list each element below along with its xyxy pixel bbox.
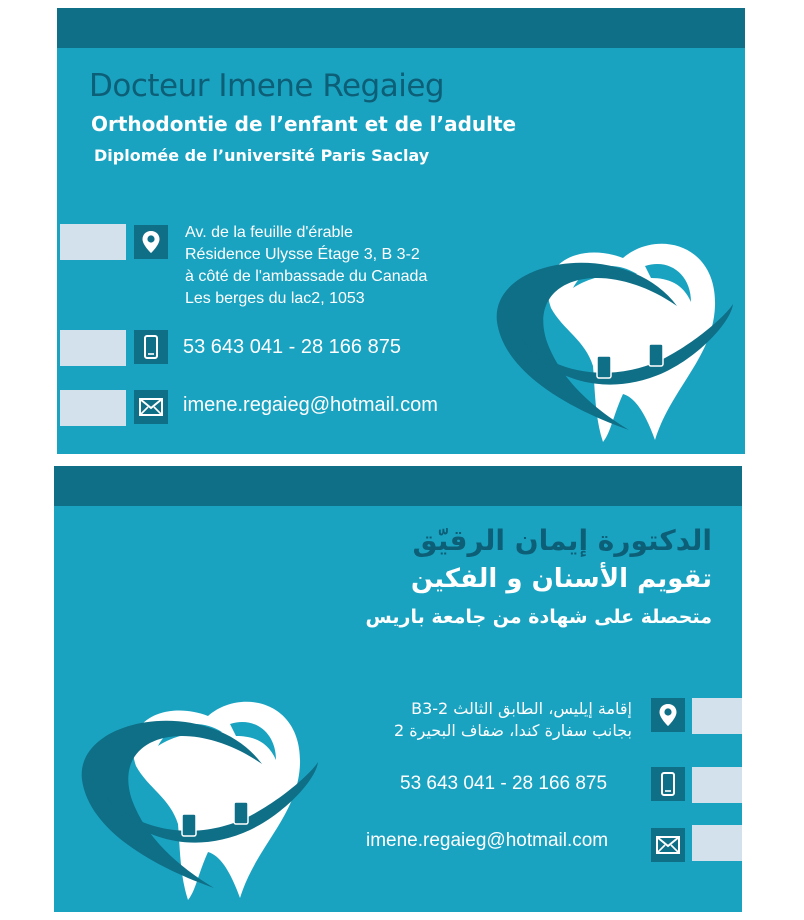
card-top-bar [54, 466, 742, 506]
address-line: à côté de l'ambassade du Canada [185, 268, 428, 285]
address-tab [60, 224, 126, 260]
mobile-phone-icon [651, 767, 685, 801]
email-address: imene.regaieg@hotmail.com [183, 394, 438, 416]
phone-tab [692, 767, 742, 803]
address-block-arabic [394, 698, 632, 742]
location-pin-icon [134, 225, 168, 259]
email-address: imene.regaieg@hotmail.com [366, 830, 609, 851]
email-tab [692, 825, 742, 861]
business-card-front [57, 8, 745, 454]
phone-number: 53 643 041 - 28 166 875 [183, 336, 401, 358]
tooth-logo-icon [485, 218, 745, 448]
diploma: Diplomée de l’université Paris Saclay [94, 146, 430, 165]
diploma-arabic: متحصلة على شهادة من جامعة باريس [365, 606, 712, 628]
email-tab [60, 390, 126, 426]
address-tab [692, 698, 742, 734]
address-line: إقامة إيليس، الطابق الثالث B3-2 [411, 699, 632, 718]
phone-tab [60, 330, 126, 366]
business-card-back [54, 466, 742, 912]
card-top-bar [57, 8, 745, 48]
address-line: Résidence Ulysse Étage 3, B 3-2 [185, 246, 420, 263]
specialty-arabic: تقويم الأسنان و الفكين [410, 564, 712, 594]
doctor-name: Docteur Imene Regaieg [89, 68, 445, 104]
address-line: Les berges du lac2, 1053 [185, 290, 365, 307]
address-line: Av. de la feuille d'érable [185, 224, 353, 241]
specialty: Orthodontie de l’enfant et de l’adulte [91, 112, 517, 136]
address-line: بجانب سفارة كندا، ضفاف البحيرة 2 [393, 721, 632, 740]
mobile-phone-icon [134, 330, 168, 364]
tooth-logo-icon [70, 676, 330, 906]
envelope-icon [651, 828, 685, 862]
location-pin-icon [651, 698, 685, 732]
phone-number: 53 643 041 - 28 166 875 [400, 773, 608, 794]
address-block [185, 222, 427, 310]
doctor-name-arabic: الدكتورة إيمان الرقيّق [412, 524, 712, 557]
envelope-icon [134, 390, 168, 424]
